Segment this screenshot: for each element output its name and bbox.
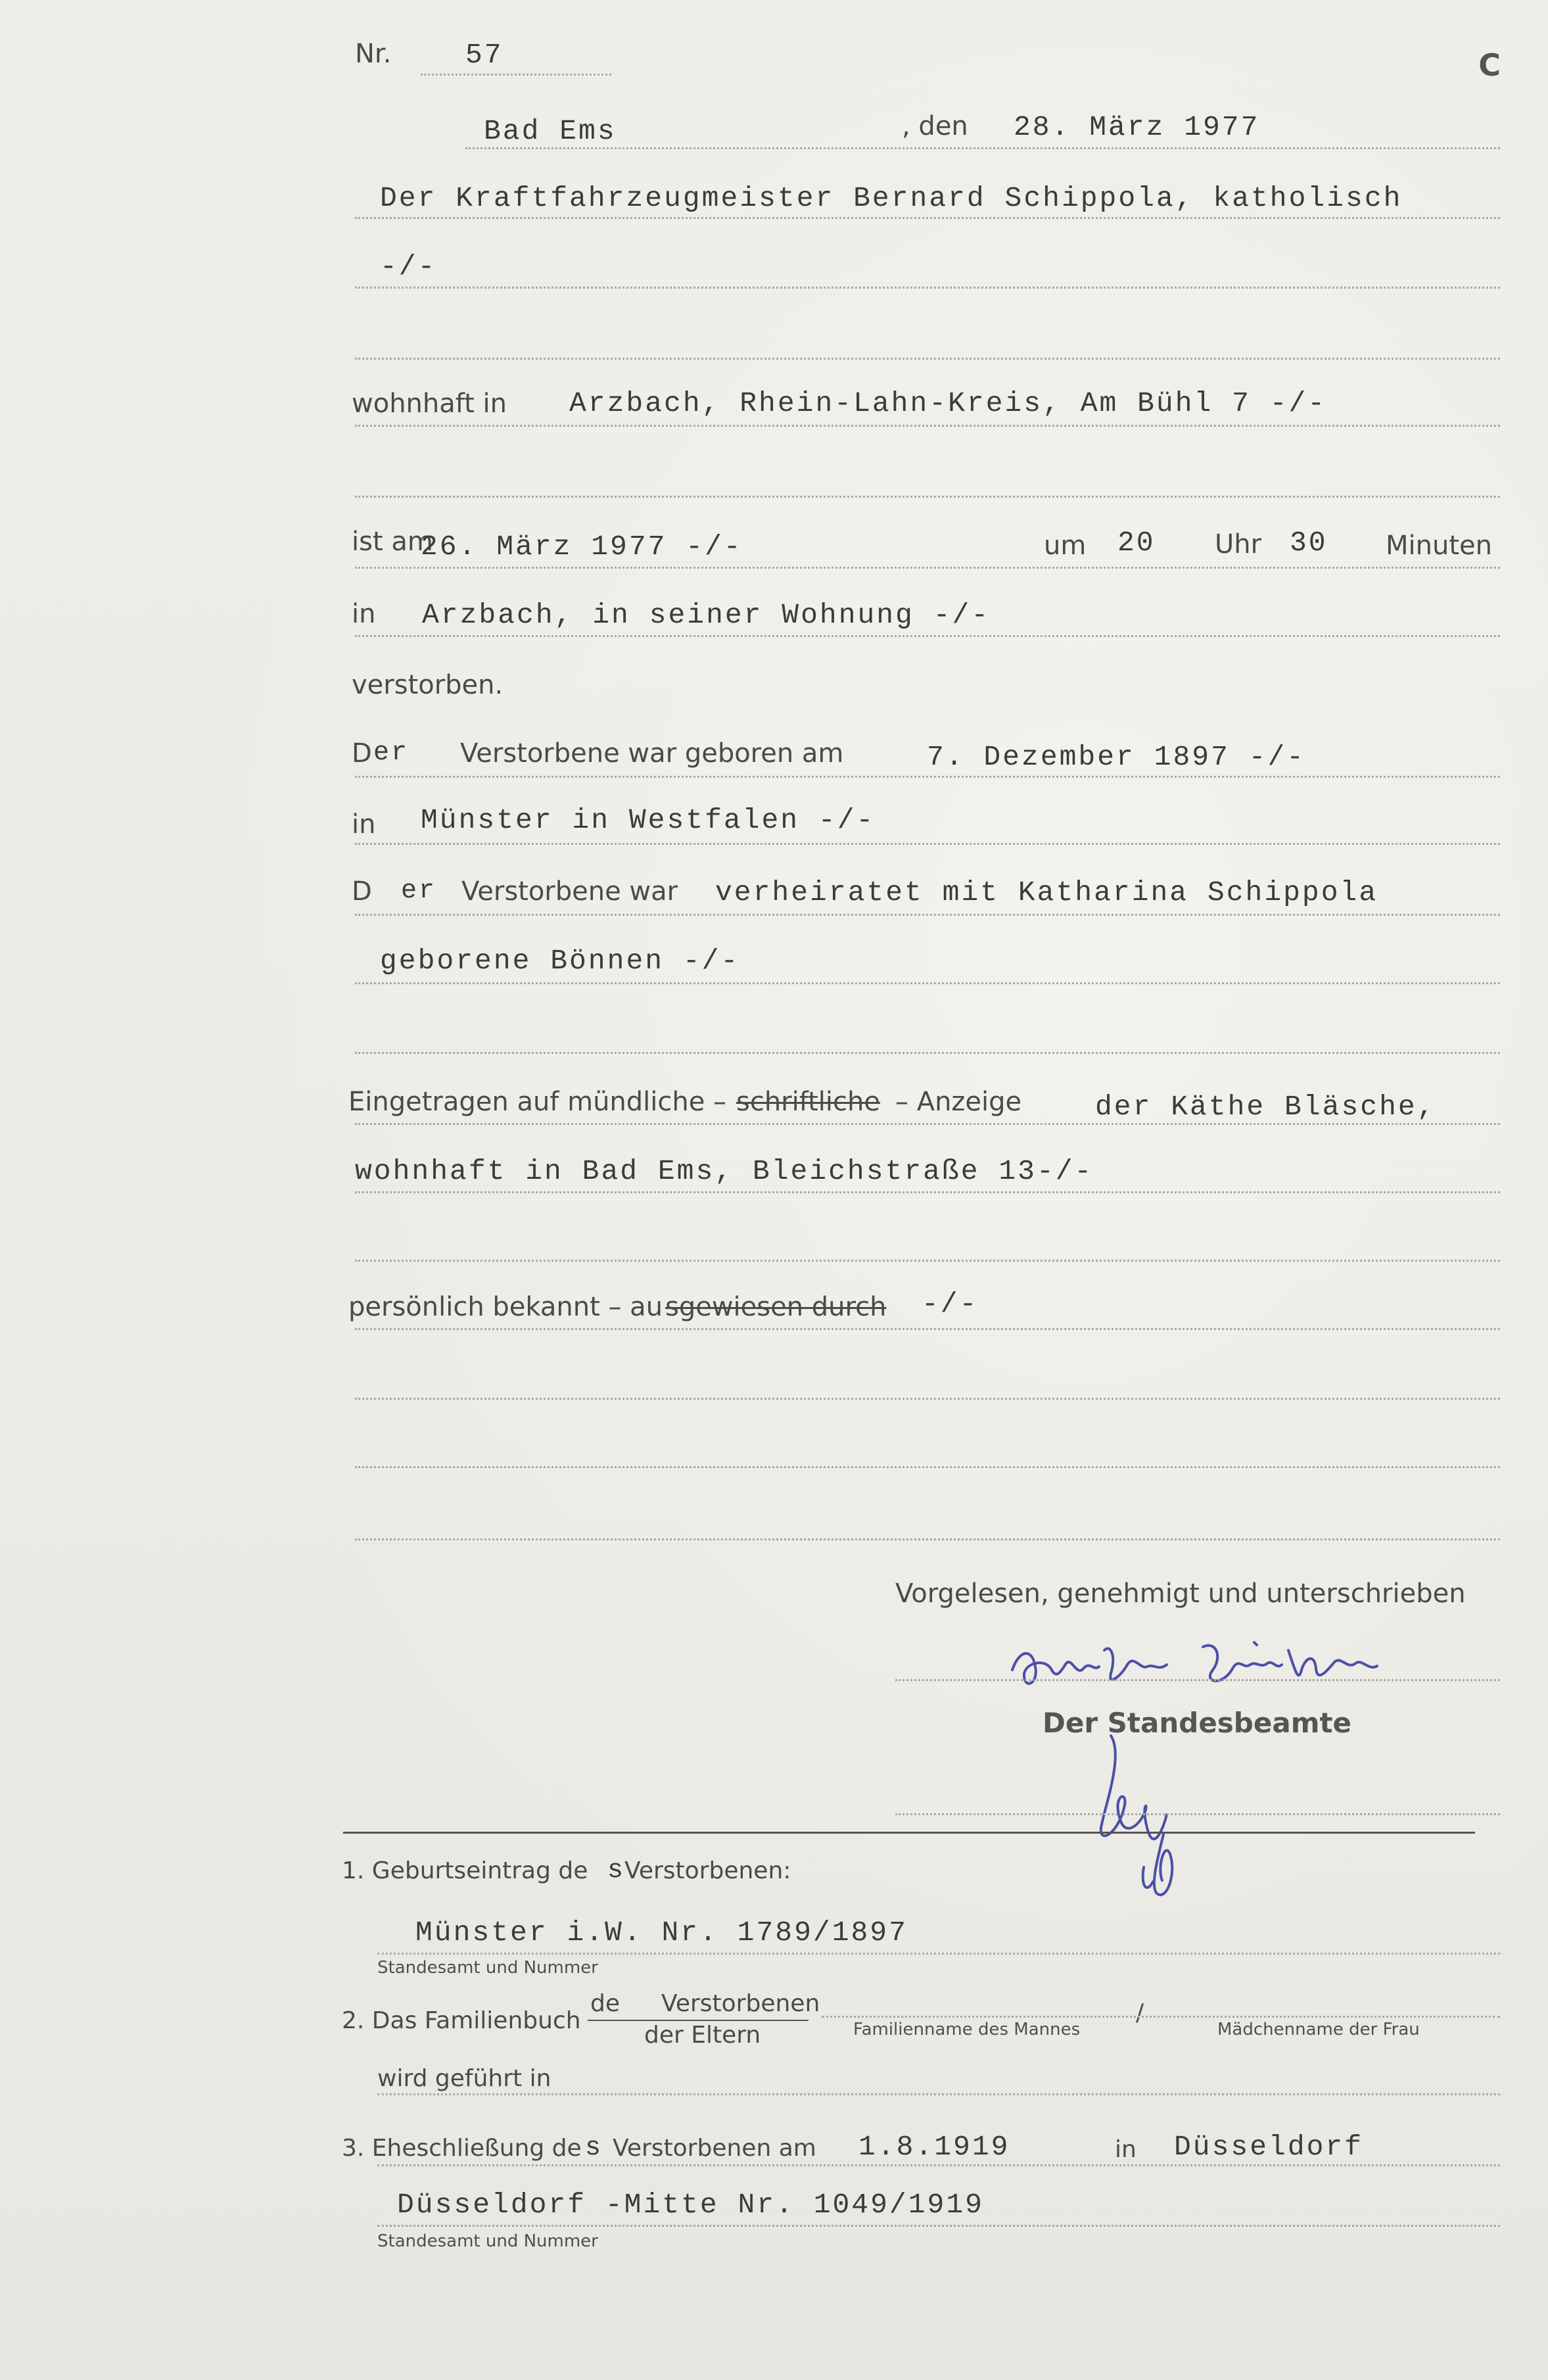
header-line bbox=[465, 147, 1500, 149]
blank-line-2 bbox=[355, 496, 1500, 498]
note3-rule-1 bbox=[377, 2164, 1500, 2166]
note3-s: s bbox=[585, 2133, 603, 2163]
signature-rule-1 bbox=[895, 1679, 1500, 1681]
person-line-2: -/- bbox=[380, 250, 437, 283]
report-value-2: wohnhaft in Bad Ems, Bleichstraße 13-/- bbox=[355, 1155, 1094, 1187]
note2-caption-woman: Mädchenname der Frau bbox=[1217, 2020, 1420, 2039]
birth-date-rule bbox=[355, 776, 1500, 778]
death-verstorben: verstorben. bbox=[352, 670, 504, 700]
person-line-2-rule bbox=[355, 287, 1500, 289]
note2-label: 2. Das Familienbuch bbox=[342, 2007, 581, 2034]
death-minute: 30 bbox=[1290, 527, 1328, 559]
note1-rule bbox=[377, 1953, 1500, 1955]
person-line-1-rule bbox=[355, 217, 1500, 219]
note3-place: Düsseldorf bbox=[1174, 2131, 1364, 2163]
report-rule-2 bbox=[355, 1191, 1500, 1193]
notes-separator bbox=[343, 1832, 1475, 1834]
note2-kept-rule bbox=[377, 2093, 1500, 2095]
marital-label: Verstorbene war bbox=[461, 876, 678, 907]
birth-label: Verstorbene war geboren am bbox=[460, 738, 844, 769]
note2-top-de: de bbox=[590, 1990, 620, 2017]
blank-line-5 bbox=[355, 1398, 1500, 1400]
birth-date: 7. Dezember 1897 -/- bbox=[927, 741, 1306, 773]
death-in-label: in bbox=[352, 599, 376, 629]
marital-rule-2 bbox=[355, 982, 1500, 984]
nr-value: 57 bbox=[465, 39, 504, 71]
note2-name-rule bbox=[822, 2016, 1500, 2018]
witness-signature-icon bbox=[1006, 1630, 1426, 1703]
marital-prefix-d: D bbox=[352, 876, 372, 907]
death-date-rule bbox=[355, 567, 1500, 569]
marital-value-1: verheiratet mit Katharina Schippola bbox=[715, 876, 1378, 909]
report-label-struck: schriftliche bbox=[736, 1087, 880, 1117]
note2-slash: / bbox=[1136, 1999, 1144, 2026]
marital-prefix-er: er bbox=[401, 876, 437, 906]
death-date: 26. März 1977 -/- bbox=[421, 531, 743, 563]
read-approved-text: Vorgelesen, genehmigt und unterschrieben bbox=[895, 1579, 1466, 1609]
note1-s: s bbox=[607, 1856, 626, 1886]
note3-value: Düsseldorf -Mitte Nr. 1049/1919 bbox=[397, 2189, 984, 2221]
header-date-label: , den bbox=[902, 111, 968, 141]
death-hour: 20 bbox=[1117, 527, 1156, 559]
birth-place-rule bbox=[355, 843, 1500, 845]
death-place: Arzbach, in seiner Wohnung -/- bbox=[422, 599, 991, 631]
residence-label: wohnhaft in bbox=[352, 389, 507, 419]
note3-rule-2 bbox=[377, 2225, 1500, 2227]
birth-in-label: in bbox=[352, 809, 376, 840]
note2-top: Verstorbenen bbox=[661, 1990, 820, 2017]
death-uhr-label: Uhr bbox=[1215, 529, 1262, 559]
nr-label: Nr. bbox=[355, 39, 392, 69]
report-label-b: – Anzeige bbox=[895, 1087, 1022, 1117]
marital-rule-1 bbox=[355, 914, 1500, 916]
report-value-1: der Käthe Bläsche, bbox=[1095, 1091, 1436, 1123]
identity-rule bbox=[355, 1328, 1500, 1330]
signature-rule-2 bbox=[895, 1813, 1500, 1815]
note2-bottom: der Eltern bbox=[644, 2022, 761, 2049]
death-um-label: um bbox=[1044, 531, 1087, 561]
birth-prefix-d: D bbox=[352, 738, 372, 769]
nr-line bbox=[421, 74, 611, 76]
death-date-label: ist am bbox=[352, 527, 433, 557]
corner-mark: C bbox=[1478, 47, 1501, 83]
note1-label: 1. Geburtseintrag de bbox=[342, 1857, 588, 1884]
note2-fraction-rule bbox=[588, 2020, 809, 2021]
header-place: Bad Ems bbox=[484, 115, 617, 147]
note3-caption: Standesamt und Nummer bbox=[377, 2231, 598, 2251]
birth-prefix-er: er bbox=[373, 738, 410, 768]
registrar-signature-icon bbox=[1085, 1729, 1216, 1913]
identity-value: -/- bbox=[922, 1288, 979, 1320]
registrar-label: Der Standesbeamte bbox=[1043, 1707, 1352, 1739]
note1-caption: Standesamt und Nummer bbox=[377, 1958, 598, 1978]
person-line-1: Der Kraftfahrzeugmeister Bernard Schippola, katholisch bbox=[380, 182, 1403, 214]
blank-line-4 bbox=[355, 1260, 1500, 1262]
blank-line-1 bbox=[355, 358, 1500, 360]
report-label-a: Eingetragen auf mündliche – bbox=[348, 1087, 727, 1117]
note2-caption-man: Familienname des Mannes bbox=[853, 2020, 1081, 2039]
residence-rule bbox=[355, 425, 1500, 427]
header-date: 28. März 1977 bbox=[1014, 111, 1260, 143]
death-minuten-label: Minuten bbox=[1386, 531, 1492, 561]
note2-kept: wird geführt in bbox=[377, 2065, 551, 2092]
blank-line-3 bbox=[355, 1052, 1500, 1054]
blank-line-7 bbox=[355, 1538, 1500, 1540]
note3-date: 1.8.1919 bbox=[858, 2131, 1010, 2163]
blank-line-6 bbox=[355, 1466, 1500, 1468]
note1-value: Münster i.W. Nr. 1789/1897 bbox=[415, 1916, 908, 1949]
identity-label-struck: sgewiesen durch bbox=[665, 1292, 887, 1322]
note3-in: in bbox=[1115, 2136, 1137, 2163]
residence-value: Arzbach, Rhein-Lahn-Kreis, Am Bühl 7 -/- bbox=[569, 387, 1327, 419]
report-rule-1 bbox=[355, 1123, 1500, 1125]
marital-value-2: geborene Bönnen -/- bbox=[380, 945, 740, 977]
death-place-rule bbox=[355, 635, 1500, 637]
identity-label-a: persönlich bekannt – au bbox=[348, 1292, 663, 1322]
note3-label-b: Verstorbenen am bbox=[613, 2135, 816, 2162]
birth-place: Münster in Westfalen -/- bbox=[421, 804, 876, 836]
note1-label-b: Verstorbenen: bbox=[624, 1857, 791, 1884]
note3-label: 3. Eheschließung de bbox=[342, 2135, 582, 2162]
